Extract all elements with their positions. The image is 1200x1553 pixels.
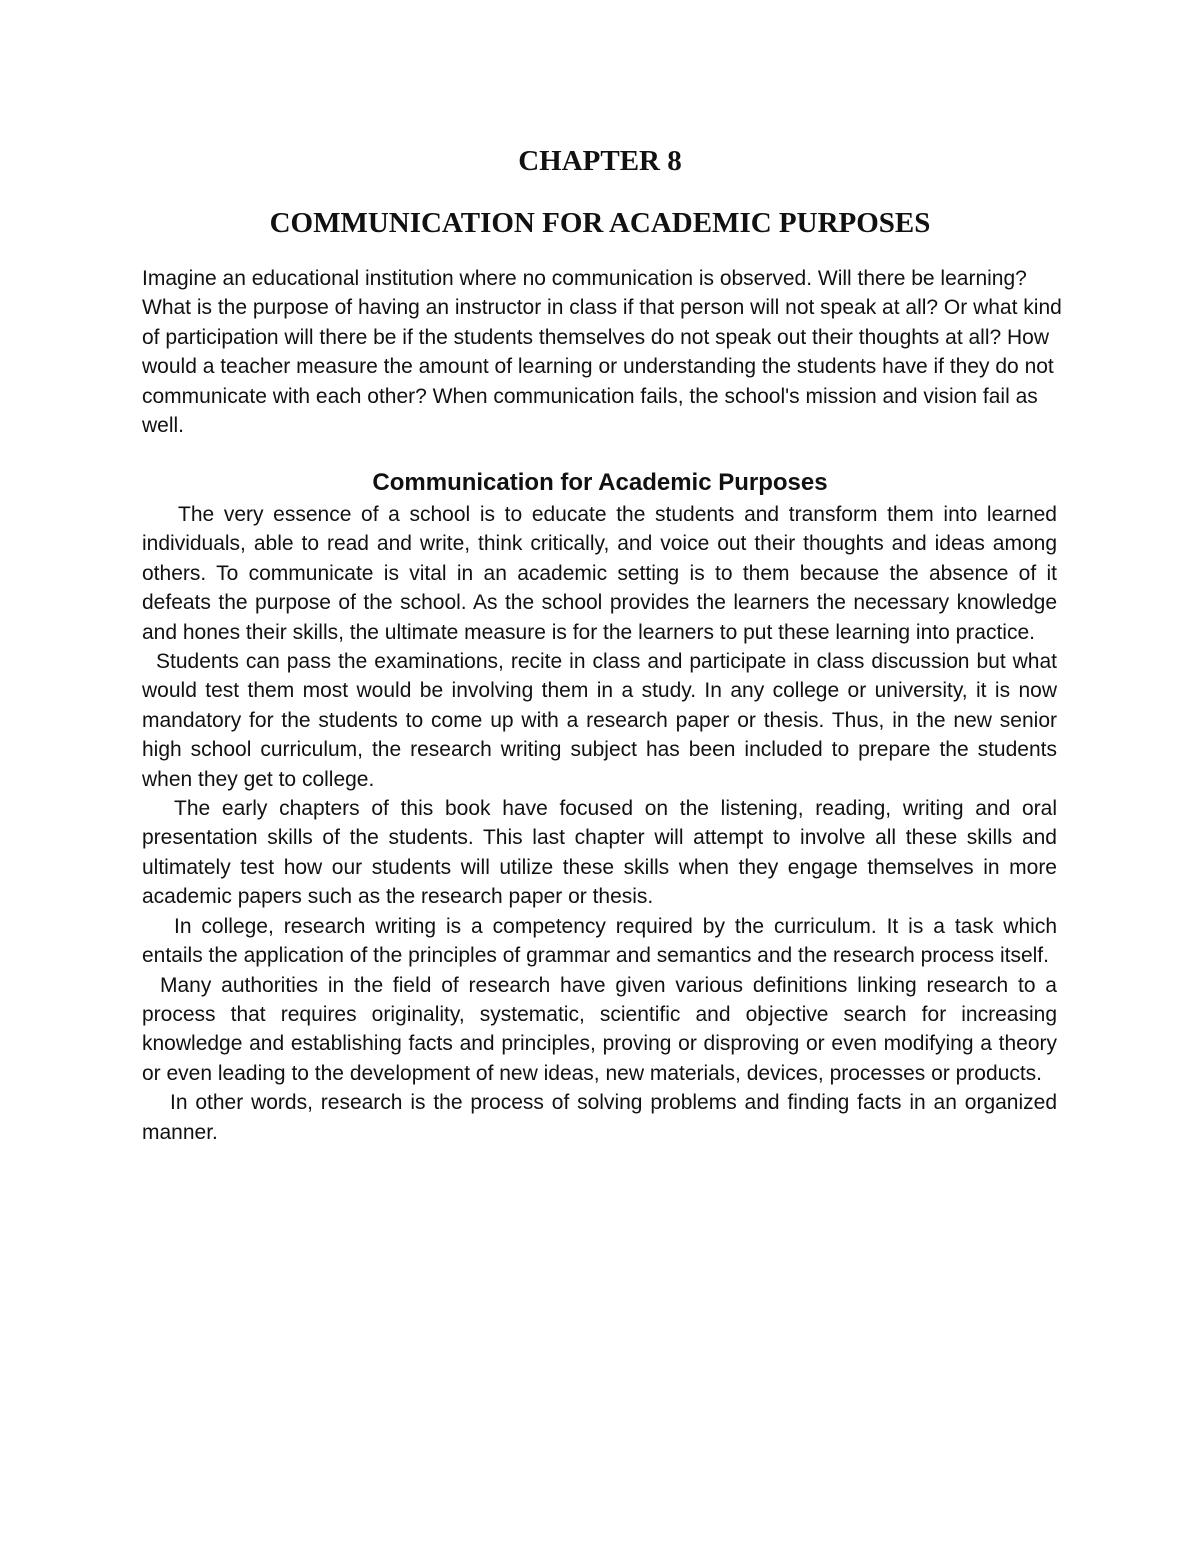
chapter-title: COMMUNICATION FOR ACADEMIC PURPOSES xyxy=(269,207,931,239)
paragraph-early-chapters: The early chapters of this book have focused on the listening, reading, writing and oral presentation skills of the students. This last chapter will attempt to involve all these skills and ultimately test how our students will utilize these skills when they engage themselves in more academic papers such as the research paper or thesis. xyxy=(142,797,1057,909)
paragraph-students: Students can pass the examinations, recite in class and participate in class discussion but what would test them most would be involving them in a study. In any college or university, it is now mandatory for the students to come up with a research paper or thesis. Thus, in the new senior high school curriculum, the research writing subject has been included to prepare the students when they get to college. xyxy=(142,650,1057,791)
paragraph-college: In college, research writing is a competency required by the curriculum. It is a task which entails the application of the principles of grammar and semantics and the research process itself. xyxy=(142,914,1057,968)
paragraph-authorities: Many authorities in the field of research have given various definitions linking research to a process that requires originality, systematic, scientific and objective search for increasing knowledge and establishing facts and principles, proving or disproving or even modifying a theory or even leading to the development of new ideas, new materials, devices, processes or products. xyxy=(142,973,1057,1085)
chapter-label: CHAPTER 8 xyxy=(518,145,682,177)
body-text xyxy=(142,500,1057,1147)
paragraph-essence: The very essence of a school is to educate the students and transform them into learned individuals, able to read and write, think critically, and voice out their thoughts and ideas among others. To communicate is vital in an academic setting is to them because the absence of it defeats the purpose of the school. As the school provides the learners the necessary knowledge and hones their skills, the ultimate measure is for the learners to put these learning into practice. xyxy=(142,503,1057,644)
intro-paragraph: Imagine an educational institution where no communication is observed. Will there be learning? What is the purpose of having an instructor in class if that person will not speak at all? Or what kind of participation will there be if the students themselves do not speak out their thoughts at all? How would a teacher measure the amount of learning or understanding the students have if they do not communicate with each other? When communication fails, the school's mission and vision fail as well. xyxy=(142,267,1062,438)
section-heading: Communication for Academic Purposes xyxy=(372,469,828,496)
paragraph-other-words: In other words, research is the process of solving problems and finding facts in an organized manner. xyxy=(142,1091,1057,1144)
